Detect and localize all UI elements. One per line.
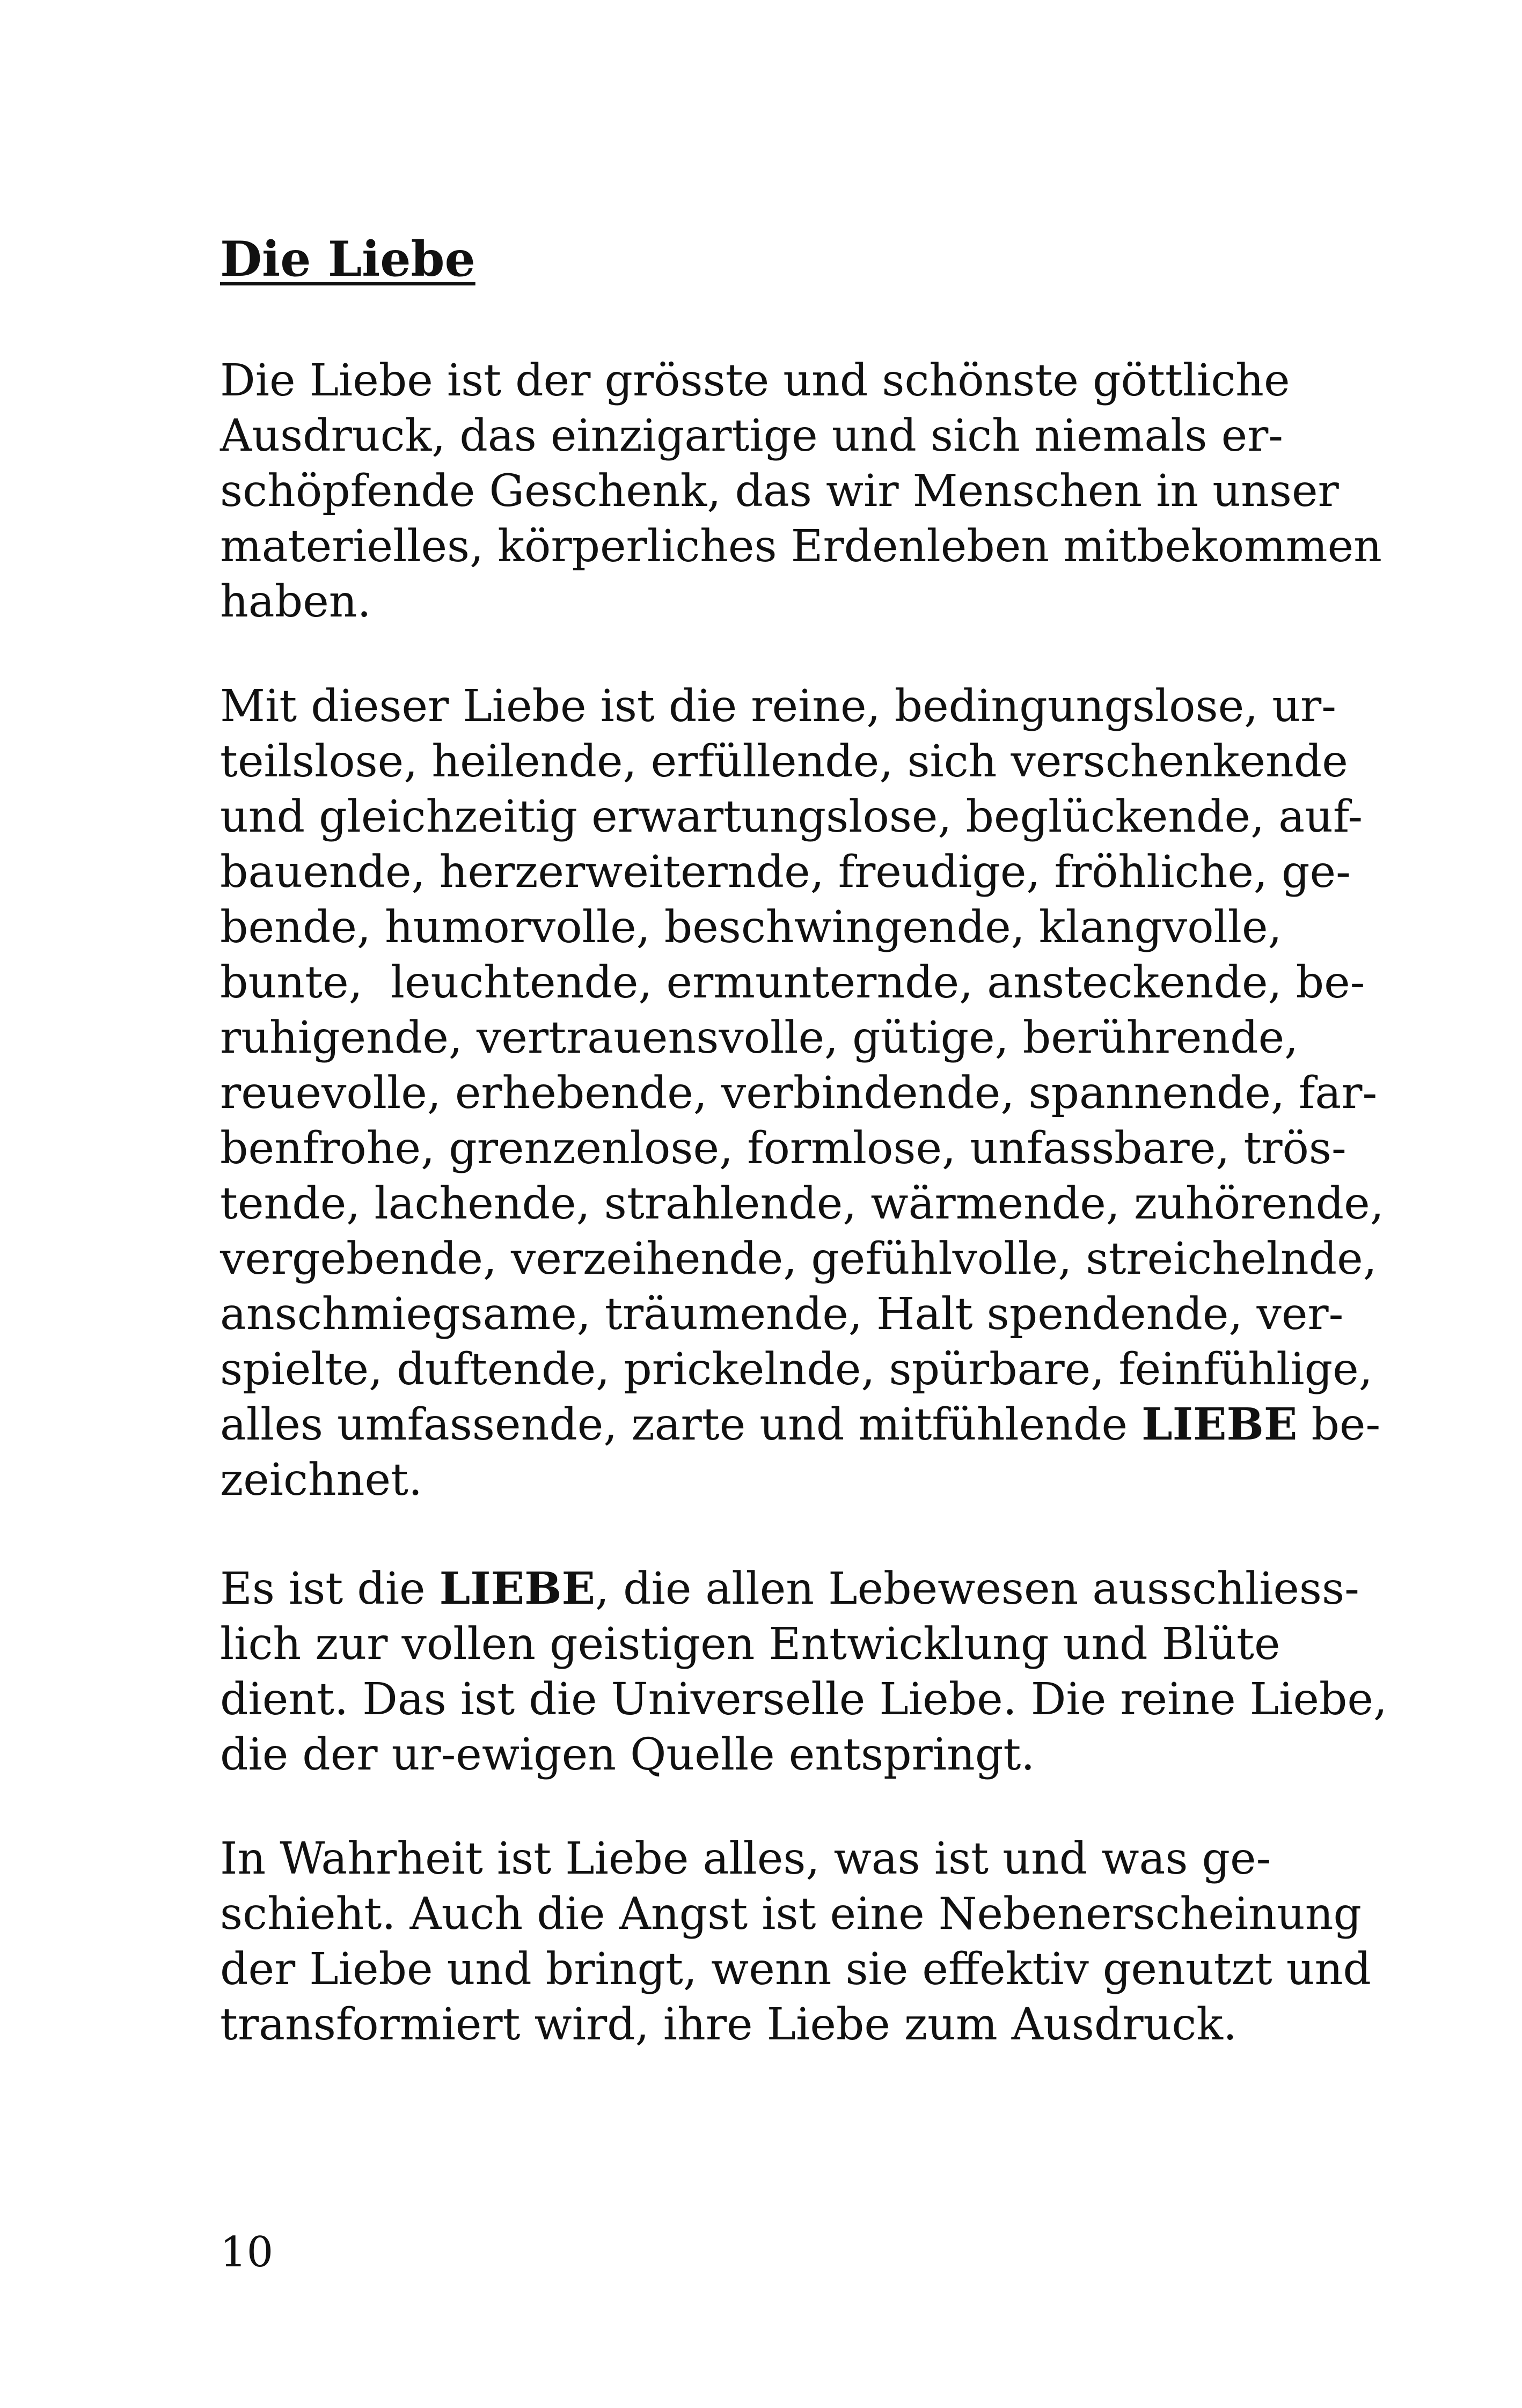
text-line: und gleichzeitig erwartungslose, beglückende, auf- (220, 791, 1363, 842)
text-line: Ausdruck, das einzigartige und sich niemals er- (220, 410, 1284, 461)
text-line: anschmiegsame, träumende, Halt spendende, ver- (220, 1289, 1344, 1340)
page-number: 10 (220, 2228, 274, 2277)
chapter-title: Die Liebe (220, 231, 475, 288)
text-line: die der ur-ewigen Quelle entspringt. (220, 1729, 1035, 1780)
text-line: Mit dieser Liebe ist die reine, bedingungslose, ur- (220, 681, 1336, 732)
text-line: der Liebe und bringt, wenn sie effektiv genutzt und (220, 1944, 1371, 1995)
text-line: ruhigende, vertrauensvolle, gütige, berührende, (220, 1012, 1299, 1063)
emphasis-liebe: LIEBE (1142, 1399, 1298, 1450)
text-line: benfrohe, grenzenlose, formlose, unfassbare, trös- (220, 1123, 1347, 1174)
text-line: tende, lachende, strahlende, wärmende, zuhörende, (220, 1178, 1384, 1229)
text-line: spielte, duftende, prickelnde, spürbare, feinfühlige, (220, 1344, 1373, 1395)
text-line: bende, humorvolle, beschwingende, klangvolle, (220, 902, 1282, 953)
text-line: lich zur vollen geistigen Entwicklung und Blüte (220, 1619, 1280, 1670)
text-line: schieht. Auch die Angst ist eine Nebenerscheinung (220, 1889, 1362, 1940)
text-line: Es ist die LIEBE, die allen Lebewesen ausschliess- (220, 1563, 1359, 1614)
text-line: bauende, herzerweiternde, freudige, fröhliche, ge- (220, 847, 1351, 898)
text-line: alles umfassende, zarte und mitfühlende LIEBE be- (220, 1399, 1381, 1450)
text-line: dient. Das ist die Universelle Liebe. Die reine Liebe, (220, 1674, 1387, 1725)
paragraph-1 (220, 353, 1382, 629)
text-line: haben. (220, 576, 371, 627)
text-line: Die Liebe ist der grösste und schönste göttliche (220, 355, 1290, 406)
text-line: materielles, körperliches Erdenleben mitbekommen (220, 521, 1382, 572)
text-line: schöpfende Geschenk, das wir Menschen in unser (220, 466, 1339, 517)
paragraph-2 (220, 679, 1384, 1508)
text-line: teilslose, heilende, erfüllende, sich verschenkende (220, 736, 1348, 787)
paragraph-4 (220, 1831, 1371, 2052)
text-line: bunte, leuchtende, ermunternde, ansteckende, be- (220, 957, 1365, 1008)
text-line: transformiert wird, ihre Liebe zum Ausdruck. (220, 1999, 1238, 2050)
text-line: reuevolle, erhebende, verbindende, spannende, far- (220, 1068, 1378, 1119)
text-line: vergebende, verzeihende, gefühlvolle, streichelnde, (220, 1234, 1377, 1284)
emphasis-liebe: LIEBE (439, 1563, 595, 1614)
text-line: zeichnet. (220, 1455, 423, 1506)
text-line: In Wahrheit ist Liebe alles, was ist und was ge- (220, 1833, 1271, 1884)
paragraph-3 (220, 1561, 1387, 1782)
